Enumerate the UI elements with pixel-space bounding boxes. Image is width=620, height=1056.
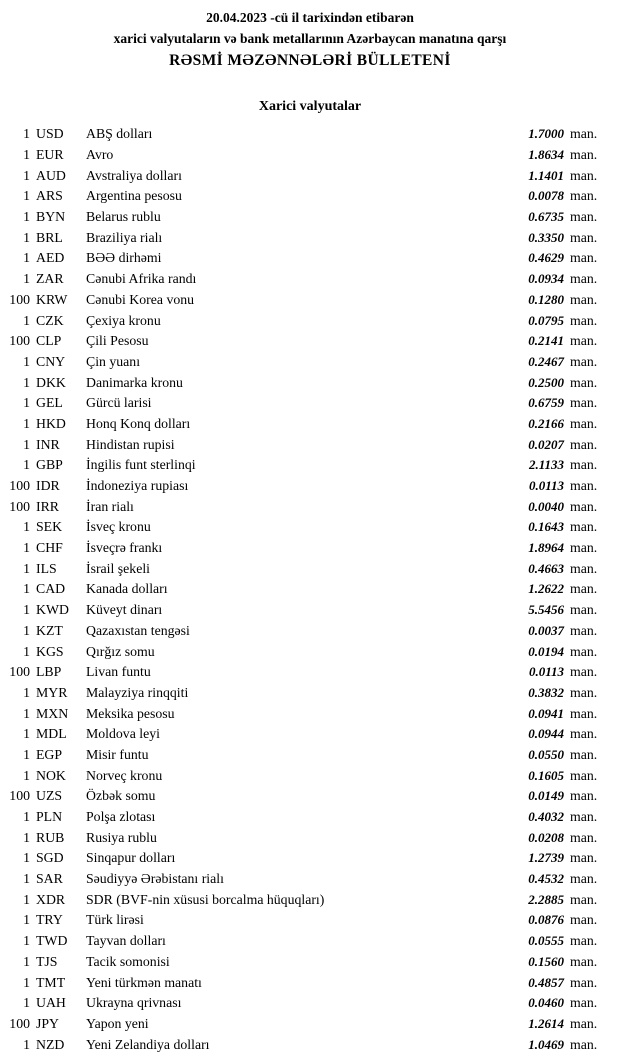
rate-value: 0.0795 [528,312,564,328]
quantity-cell: 100 [9,478,30,494]
quantity-cell: 1 [23,519,30,535]
currency-code: BRL [36,229,63,245]
quantity-cell: 1 [23,250,30,266]
unit-label: man. [570,643,598,659]
rate-value: 0.3350 [528,229,564,245]
currency-row [0,269,620,290]
currency-row [0,517,620,538]
quantity-cell: 1 [23,167,30,183]
unit-label: man. [570,250,598,266]
currency-code: CZK [36,312,64,328]
unit-label: man. [570,726,598,742]
currency-row [0,703,620,724]
currency-row [0,621,620,642]
unit-label: man. [570,333,598,349]
currency-code: MXN [36,705,69,721]
rate-value: 0.0149 [528,788,564,804]
currency-name: Türk lirəsi [86,912,144,928]
rate-value: 0.0460 [528,995,564,1011]
unit-label: man. [570,291,598,307]
quantity-cell: 1 [23,312,30,328]
rate-value: 1.2614 [528,1015,564,1031]
currency-row [0,455,620,476]
rate-value: 0.0207 [528,436,564,452]
currency-name: Argentina pesosu [86,188,182,204]
rate-value: 2.1133 [528,457,564,473]
rate-value: 0.0194 [528,643,564,659]
currency-row [0,290,620,311]
quantity-cell: 1 [23,457,30,473]
quantity-cell: 1 [23,229,30,245]
currency-name: Moldova leyi [86,726,160,742]
currency-row [0,600,620,621]
currency-code: NOK [36,767,66,783]
quantity-cell: 100 [9,291,30,307]
currency-row [0,786,620,807]
unit-label: man. [570,353,598,369]
bulletin-date-line: 20.04.2023 -cü il tarixindən etibarən [206,10,414,25]
currency-row [0,414,620,435]
quantity-cell: 1 [23,705,30,721]
rate-value: 0.4532 [528,871,564,887]
currency-name: Küveyt dinarı [86,602,163,618]
rate-value: 0.2166 [528,415,564,431]
quantity-cell: 1 [23,767,30,783]
currency-code: PLN [36,809,63,825]
rate-value: 0.4663 [528,560,564,576]
currency-row [0,952,620,973]
unit-label: man. [570,622,598,638]
currency-code: RUB [36,829,65,845]
currency-name: Yapon yeni [86,1015,149,1031]
rate-value: 0.0941 [528,705,564,721]
unit-label: man. [570,581,598,597]
currency-name: Yeni Zelandiya dolları [86,1036,210,1052]
quantity-cell: 1 [23,622,30,638]
currency-row [0,393,620,414]
unit-label: man. [570,312,598,328]
unit-label: man. [570,519,598,535]
currency-row [0,476,620,497]
currency-row [0,869,620,890]
currency-name: Cənubi Afrika randı [86,271,197,287]
currency-code: JPY [36,1015,60,1031]
unit-label: man. [570,809,598,825]
rate-value: 0.0037 [528,622,564,638]
rate-value: 0.1560 [528,953,564,969]
currency-code: CHF [36,540,63,556]
currency-code: INR [36,436,60,452]
quantity-cell: 100 [9,664,30,680]
rate-value: 0.0113 [528,664,564,680]
rate-value: 0.0555 [528,933,564,949]
quantity-cell: 1 [23,209,30,225]
currency-code: IRR [36,498,59,514]
currency-code: IDR [36,478,60,494]
unit-label: man. [570,126,598,142]
currency-row [0,910,620,931]
currency-name: Malayziya rinqqiti [86,684,189,700]
unit-label: man. [570,953,598,969]
currency-name: İran rialı [86,498,134,514]
quantity-cell: 1 [23,188,30,204]
rate-value: 0.0550 [528,746,564,762]
currency-code: MDL [36,726,67,742]
quantity-cell: 1 [23,726,30,742]
currency-name: Avstraliya dolları [86,167,182,183]
currency-name: Braziliya rialı [86,229,163,245]
quantity-cell: 1 [23,353,30,369]
currency-code: DKK [36,374,66,390]
currency-name: Honq Konq dolları [86,415,191,431]
currency-code: XDR [36,891,66,907]
currency-row [0,724,620,745]
currency-name: Rusiya rublu [86,829,157,845]
unit-label: man. [570,374,598,390]
currency-row [0,496,620,517]
quantity-cell: 1 [23,829,30,845]
rate-value: 0.1643 [528,519,564,535]
quantity-cell: 1 [23,746,30,762]
currency-row [0,765,620,786]
rate-value: 1.1401 [528,167,564,183]
currency-row [0,145,620,166]
quantity-cell: 1 [23,602,30,618]
currency-code: CAD [36,581,66,597]
rate-value: 0.6759 [528,395,564,411]
currency-name: Polşa zlotası [86,809,156,825]
currency-name: Norveç kronu [86,767,163,783]
currency-row [0,331,620,352]
currency-name: Qırğız somu [86,643,155,659]
rate-value: 0.0876 [528,912,564,928]
unit-label: man. [570,271,598,287]
unit-label: man. [570,540,598,556]
currency-code: SGD [36,850,64,866]
rate-value: 0.0934 [528,271,564,287]
currency-code: TMT [36,974,66,990]
currency-name: Çexiya kronu [86,312,161,328]
unit-label: man. [570,891,598,907]
bulletin-title: RƏSMİ MƏZƏNNƏLƏRİ BÜLLETENİ [169,52,451,69]
currency-name: BƏƏ dirhəmi [86,250,162,266]
quantity-cell: 1 [23,995,30,1011]
currency-name: İndoneziya rupiası [86,478,189,494]
quantity-cell: 1 [23,974,30,990]
currency-row [0,434,620,455]
rate-value: 0.0040 [528,498,564,514]
currency-row [0,538,620,559]
rate-value: 1.8634 [528,147,564,163]
bulletin-subtitle: xarici valyutaların və bank metallarının Azərbaycan manatına qarşı [113,31,507,46]
currency-code: EUR [36,147,64,163]
currency-row [0,641,620,662]
currency-code: KRW [36,291,68,307]
rate-value: 0.4032 [528,809,564,825]
unit-label: man. [570,871,598,887]
currency-row [0,889,620,910]
unit-label: man. [570,167,598,183]
currency-code: TJS [36,953,58,969]
unit-label: man. [570,829,598,845]
currency-name: Avro [86,147,114,163]
unit-label: man. [570,912,598,928]
currency-name: Cənubi Korea vonu [86,291,195,307]
quantity-cell: 1 [23,1036,30,1052]
currency-name: Gürcü larisi [86,395,152,411]
rate-value: 2.2885 [528,891,564,907]
quantity-cell: 100 [9,1015,30,1031]
quantity-cell: 1 [23,643,30,659]
currency-code: AUD [36,167,66,183]
currency-name: Ukrayna qrivnası [86,995,182,1011]
unit-label: man. [570,602,598,618]
unit-label: man. [570,788,598,804]
quantity-cell: 1 [23,147,30,163]
currency-code: TRY [36,912,63,928]
unit-label: man. [570,767,598,783]
currency-name: ABŞ dolları [86,126,153,142]
rates-table [0,124,620,1055]
quantity-cell: 1 [23,850,30,866]
rate-value: 1.0469 [528,1036,564,1052]
currency-code: HKD [36,415,66,431]
rate-value: 1.8964 [528,540,564,556]
rate-value: 5.5456 [528,602,564,618]
currency-code: TWD [36,933,68,949]
currency-name: Sinqapur dolları [86,850,176,866]
rate-value: 0.0113 [528,478,564,494]
unit-label: man. [570,1015,598,1031]
currency-code: UZS [36,788,63,804]
bulletin-header [0,0,620,72]
unit-label: man. [570,229,598,245]
unit-label: man. [570,209,598,225]
rate-value: 0.0208 [528,829,564,845]
quantity-cell: 1 [23,395,30,411]
currency-code: UAH [36,995,66,1011]
unit-label: man. [570,933,598,949]
currency-code: BYN [36,209,66,225]
quantity-cell: 100 [9,498,30,514]
rate-value: 0.1605 [528,767,564,783]
currency-name: Yeni türkmən manatı [86,974,202,990]
currency-row [0,972,620,993]
quantity-cell: 1 [23,271,30,287]
currency-name: Kanada dolları [86,581,168,597]
currency-name: Meksika pesosu [86,705,175,721]
currency-row [0,227,620,248]
currency-code: MYR [36,684,68,700]
rate-value: 0.0944 [528,726,564,742]
currency-name: İsveçrə frankı [86,540,163,556]
section-title: Xarici valyutalar [258,99,362,114]
quantity-cell: 1 [23,953,30,969]
quantity-cell: 1 [23,436,30,452]
currency-row [0,827,620,848]
currency-name: Livan funtu [86,664,151,680]
currency-code: CLP [36,333,62,349]
currency-row [0,683,620,704]
currency-row [0,1014,620,1035]
currency-name: Özbək somu [86,788,156,804]
currency-row [0,207,620,228]
currency-row [0,186,620,207]
currency-code: KZT [36,622,63,638]
unit-label: man. [570,560,598,576]
currency-row [0,124,620,145]
unit-label: man. [570,457,598,473]
currency-code: KGS [36,643,64,659]
currency-name: Misir funtu [86,746,149,762]
quantity-cell: 1 [23,912,30,928]
currency-code: GBP [36,457,63,473]
currency-name: Danimarka kronu [86,374,183,390]
currency-name: Çili Pesosu [86,333,149,349]
currency-code: CNY [36,353,66,369]
rate-value: 0.2467 [528,353,564,369]
currency-row [0,352,620,373]
currency-code: LBP [36,664,62,680]
quantity-cell: 1 [23,891,30,907]
unit-label: man. [570,147,598,163]
unit-label: man. [570,746,598,762]
unit-label: man. [570,478,598,494]
quantity-cell: 1 [23,126,30,142]
currency-row [0,558,620,579]
unit-label: man. [570,850,598,866]
unit-label: man. [570,664,598,680]
quantity-cell: 1 [23,581,30,597]
unit-label: man. [570,498,598,514]
currency-row [0,310,620,331]
currency-name: Belarus rublu [86,209,161,225]
currency-row [0,993,620,1014]
quantity-cell: 1 [23,415,30,431]
currency-code: USD [36,126,64,142]
unit-label: man. [570,415,598,431]
unit-label: man. [570,705,598,721]
rate-value: 1.7000 [528,126,564,142]
unit-label: man. [570,188,598,204]
currency-code: EGP [36,746,63,762]
currency-name: Hindistan rupisi [86,436,175,452]
rate-value: 0.2500 [528,374,564,390]
currency-code: GEL [36,395,63,411]
currency-code: ZAR [36,271,64,287]
currency-row [0,372,620,393]
quantity-cell: 1 [23,374,30,390]
unit-label: man. [570,395,598,411]
currency-code: AED [36,250,65,266]
unit-label: man. [570,684,598,700]
currency-code: KWD [36,602,69,618]
currency-code: SEK [36,519,63,535]
rate-value: 0.1280 [528,291,564,307]
currency-name: Çin yuanı [86,353,141,369]
currency-row [0,848,620,869]
quantity-cell: 1 [23,684,30,700]
unit-label: man. [570,974,598,990]
currency-row [0,1034,620,1055]
currency-name: Tayvan dolları [86,933,166,949]
rate-value: 0.4857 [528,974,564,990]
currency-code: NZD [36,1036,65,1052]
currency-code: ILS [36,560,57,576]
quantity-cell: 1 [23,871,30,887]
quantity-cell: 1 [23,540,30,556]
currency-row [0,165,620,186]
quantity-cell: 100 [9,788,30,804]
quantity-cell: 100 [9,333,30,349]
quantity-cell: 1 [23,933,30,949]
rate-value: 0.4629 [528,250,564,266]
quantity-cell: 1 [23,809,30,825]
currency-row [0,662,620,683]
currency-row [0,745,620,766]
currency-code: ARS [36,188,63,204]
unit-label: man. [570,1036,598,1052]
currency-row [0,931,620,952]
rate-value: 1.2622 [528,581,564,597]
currency-name: İsveç kronu [86,519,151,535]
rate-value: 0.3832 [528,684,564,700]
currency-name: Qazaxıstan tengəsi [86,622,190,638]
currency-name: SDR (BVF-nin xüsusi borcalma hüquqları) [86,891,325,907]
rate-value: 0.0078 [528,188,564,204]
currency-code: SAR [36,871,63,887]
quantity-cell: 1 [23,560,30,576]
currency-row [0,579,620,600]
unit-label: man. [570,436,598,452]
unit-label: man. [570,995,598,1011]
currency-row [0,807,620,828]
currency-name: Səudiyyə Ərəbistanı rialı [86,871,224,887]
rate-value: 1.2739 [528,850,564,866]
currency-name: İsrail şekeli [86,560,150,576]
rate-value: 0.6735 [528,209,564,225]
rate-value: 0.2141 [528,333,564,349]
currency-name: İngilis funt sterlinqi [86,457,196,473]
currency-name: Tacik somonisi [86,953,170,969]
currency-row [0,248,620,269]
